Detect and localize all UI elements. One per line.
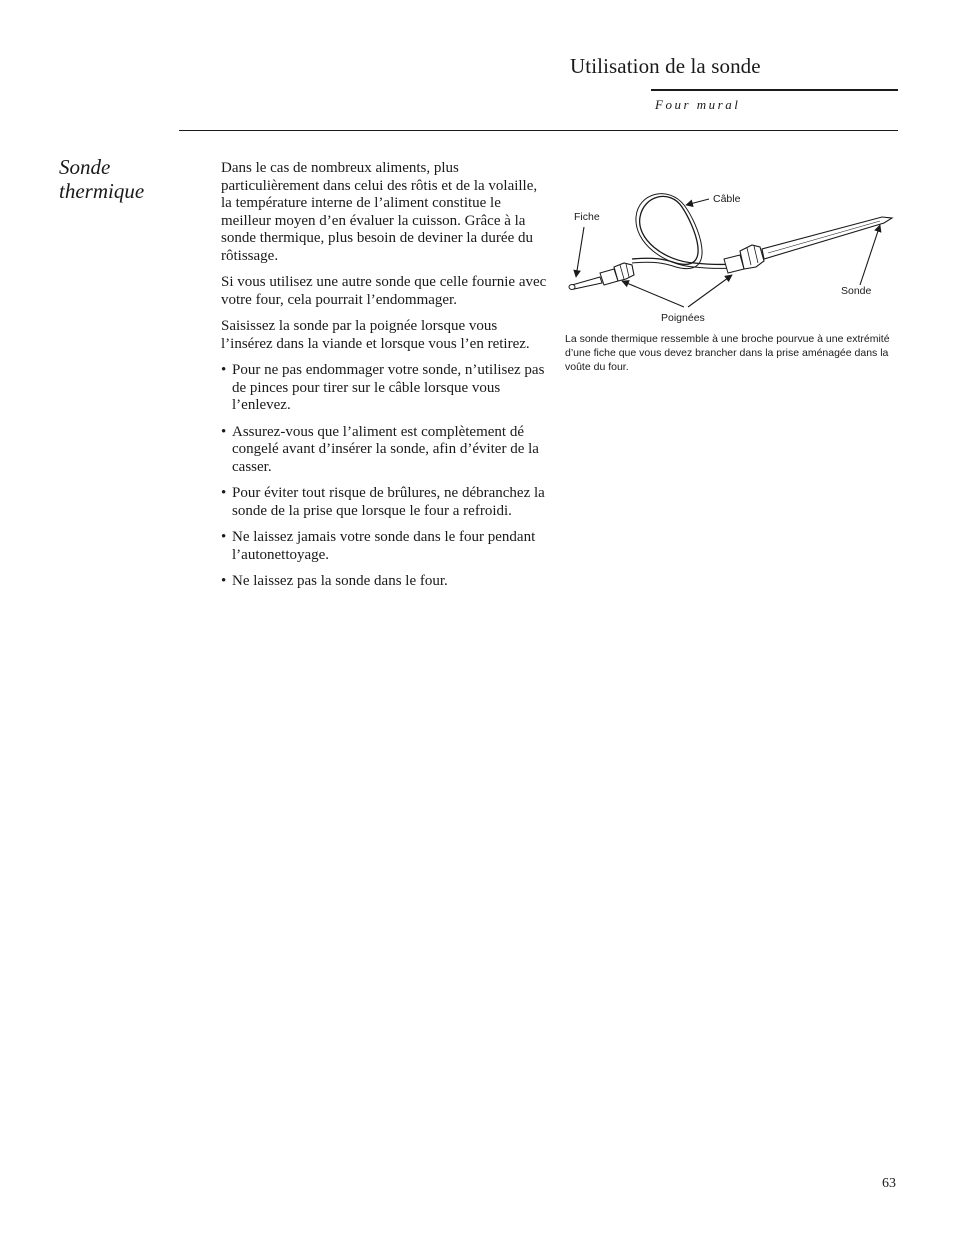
probe-illustration (564, 185, 898, 330)
divider (179, 130, 898, 131)
body-text (221, 160, 551, 600)
paragraph: Saisissez la sonde par la poignée lorsque vous l’insérez dans la viande et lorsque vous l’en retirez. (221, 318, 530, 352)
list-item (221, 424, 551, 477)
label-cable: Câble (713, 193, 741, 205)
list-item (221, 529, 551, 564)
bullet-marker: • (221, 529, 227, 545)
plug-icon (569, 263, 634, 290)
list-item (221, 485, 551, 520)
plug-arrow (576, 227, 584, 277)
page-subtitle: Four mural (655, 97, 741, 112)
list-item-text: Pour ne pas endommager votre sonde, n’utilisez pas de pinces pour tirer sur le câble lorsque vous l’enlevez. (232, 362, 545, 413)
list-item-text: Ne laissez pas la sonde dans le four. (232, 573, 448, 589)
label-plug: Fiche (574, 211, 600, 223)
section-heading: Sonde thermique (59, 155, 145, 203)
paragraph: Dans le cas de nombreux aliments, plus particulièrement dans celui des rôtis et de la volaille, la température interne de l’aliment constitue le meilleur moyen d’en évaluer la cuisson. Grâce à la sonde thermique, plus besoin de deviner la durée du rôtissage. (221, 160, 538, 264)
list-item-text: Pour éviter tout risque de brûlures, ne débranchez la sonde de la prise que lorsque le four a refroidi. (232, 485, 545, 519)
probe-handle-icon (724, 245, 764, 273)
page-title: Utilisation de la sonde (570, 54, 761, 78)
paragraph: Si vous utilisez une autre sonde que celle fournie avec votre four, cela pourrait l’endommager. (221, 274, 547, 308)
list-item-text: Assurez-vous que l’aliment est complètement dé congelé avant d’insérer la sonde, afin d’éviter de la casser. (232, 423, 539, 475)
list-item-text: Ne laissez jamais votre sonde dans le four pendant l’autonettoyage. (232, 529, 536, 563)
cable-line (632, 196, 744, 264)
label-probe: Sonde (841, 285, 872, 297)
bullet-marker: • (221, 423, 227, 440)
probe-arrow (860, 225, 880, 285)
bullet-marker: • (221, 362, 227, 378)
list-item (221, 573, 551, 591)
page-number: 63 (882, 1176, 896, 1191)
bullet-marker: • (221, 485, 227, 501)
bullet-list (221, 362, 551, 591)
header-rule (651, 89, 898, 91)
bullet-marker: • (221, 573, 227, 589)
label-handles: Poignées (661, 312, 705, 324)
probe-drawing (564, 185, 898, 330)
list-item (221, 362, 551, 415)
cable-arrow (686, 199, 709, 205)
figure-caption: La sonde thermique ressemble à une broche pourvue à une extrémité d’une fiche que vous devez brancher dans la prise aménagée dans la voûte du four. (565, 333, 890, 373)
handle-arrow-left (622, 281, 684, 307)
handle-arrow-right (688, 275, 732, 307)
